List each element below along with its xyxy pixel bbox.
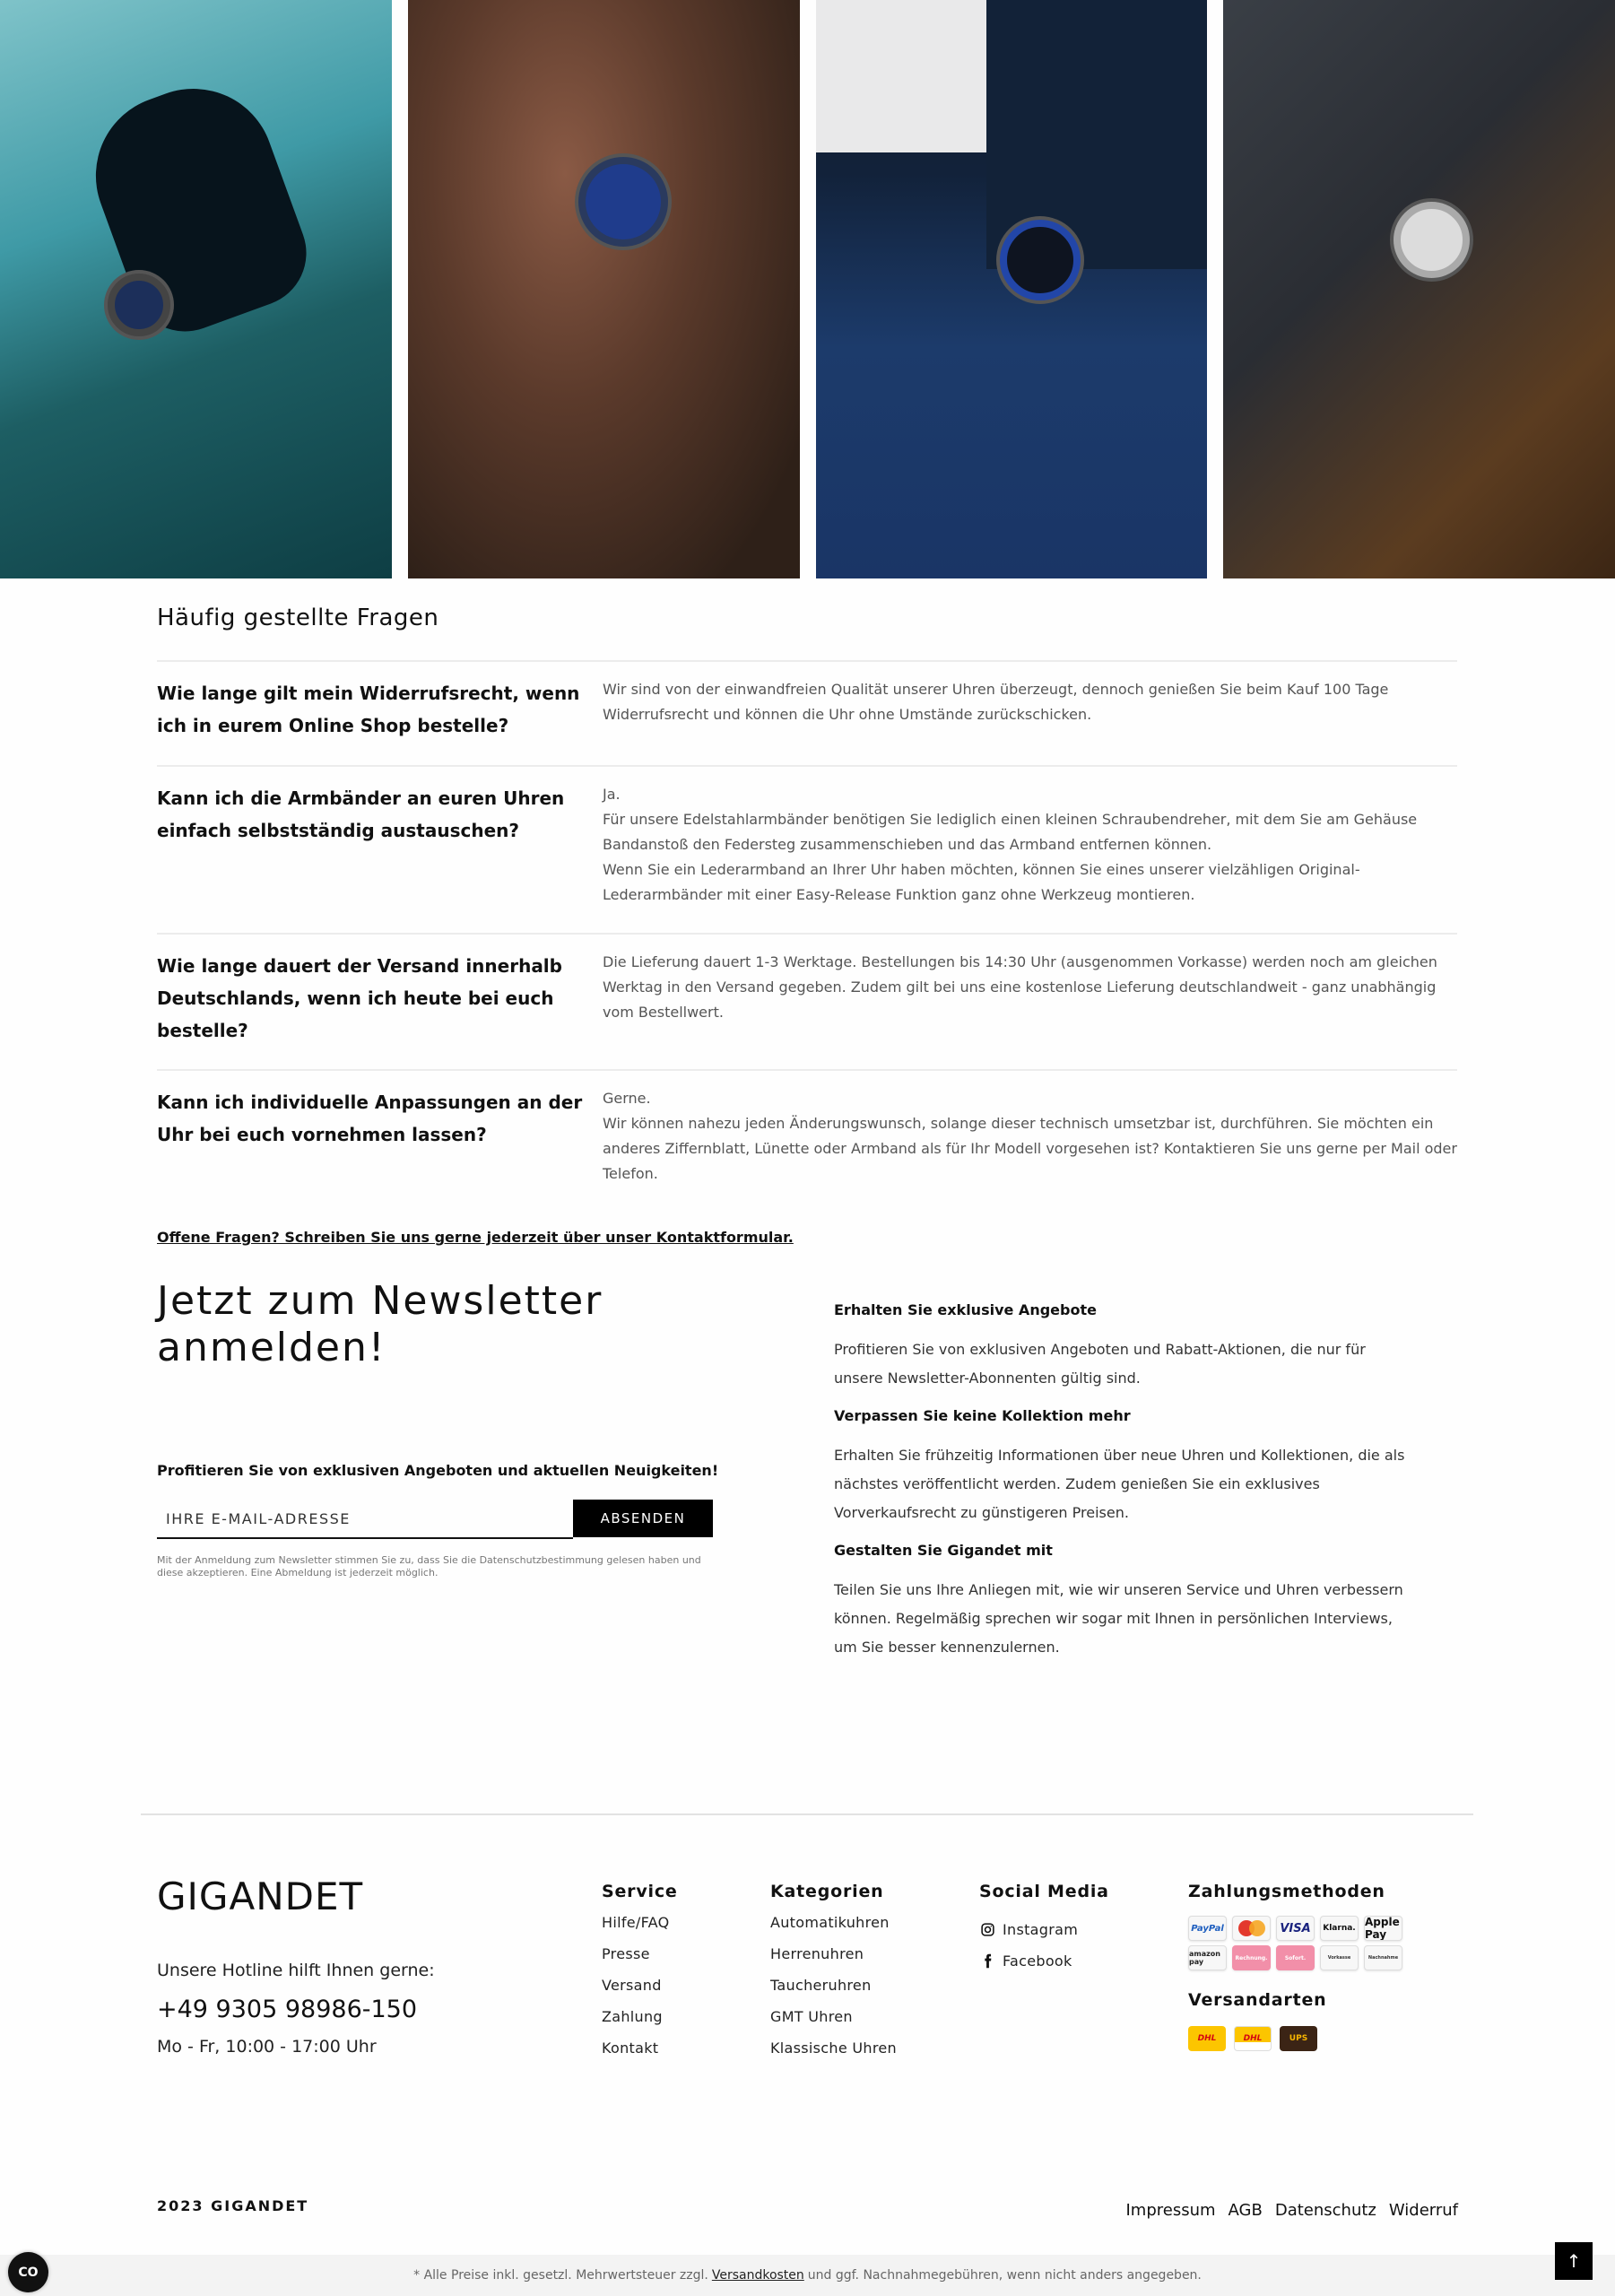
legal-links bbox=[1125, 2201, 1458, 2220]
newsletter-legal-text: Mit der Anmeldung zum Newsletter stimmen Sie zu, dass Sie die Datenschutzbestimmung gelesen haben und diese akzeptieren. Eine Abmeldung ist jederzeit möglich. bbox=[157, 1554, 701, 1578]
cookie-settings-button[interactable] bbox=[8, 2252, 48, 2292]
submit-button[interactable]: ABSENDEN bbox=[573, 1500, 713, 1537]
faq-answer-text: Ja. bbox=[603, 786, 621, 803]
newsletter-form bbox=[157, 1500, 713, 1539]
newsletter-title: Jetzt zum Newsletter anmelden! bbox=[157, 1278, 603, 1370]
price-note-bar bbox=[0, 2255, 1615, 2296]
faq-answer-text: Wir können nahezu jeden Änderungswunsch, solange dieser technisch umsetzbar ist, durchführen. Sie möchten ein anderes Ziffernblatt, Lünette oder Armband als für Ihr Modell vorgesehen ist? Kontaktieren Sie uns gerne per Mail oder Telefon. bbox=[603, 1115, 1457, 1182]
benefit-heading: Verpassen Sie keine Kollektion mehr bbox=[834, 1407, 1131, 1424]
hotline-label: Unsere Hotline hilft Ihnen gerne: bbox=[157, 1961, 435, 1980]
hero-image-silver-dial-watch bbox=[1223, 0, 1615, 578]
visa-icon: VISA bbox=[1276, 1916, 1315, 1941]
payment-methods bbox=[1188, 1916, 1402, 1970]
hero-image-gmt-watch bbox=[816, 0, 1208, 578]
arrow-up-icon: ↑ bbox=[1566, 2250, 1582, 2272]
faq-answer-text: Für unsere Edelstahlarmbänder benötigen Sie lediglich einen kleinen Schraubendreher, mit dem Sie am Gehäuse Bandanstoß den Federsteg zusammenschieben und das Armband entfernen können. bbox=[603, 811, 1418, 853]
watch-shape bbox=[108, 274, 170, 336]
footer-heading: Kategorien bbox=[770, 1882, 884, 1901]
faq-section bbox=[157, 592, 1457, 1187]
email-input[interactable] bbox=[157, 1500, 573, 1539]
footer-heading: Social Media bbox=[979, 1882, 1109, 1901]
faq-answer-text: Wenn Sie ein Lederarmband an Ihrer Uhr haben möchten, können Sie eines unserer vielzähligen Original-Lederarmbänder mit einer Easy-Release Funktion ganz ohne Werkzeug montieren. bbox=[603, 861, 1360, 903]
footer-link-contact[interactable]: Kontakt bbox=[602, 2039, 659, 2057]
footer-heading: Zahlungsmethoden bbox=[1188, 1882, 1385, 1901]
benefit-heading: Erhalten Sie exklusive Angebote bbox=[834, 1301, 1097, 1318]
faq-answer-text: Die Lieferung dauert 1-3 Werktage. Bestellungen bis 14:30 Uhr (ausgenommen Vorkasse) werden noch am gleichen Werktag in den Versand gegeben. Zudem gilt bei uns eine kostenlose Lieferung deutschlandweit - ganz unabhängig vom Bestellwert. bbox=[603, 953, 1437, 1021]
benefit-text: Teilen Sie uns Ihre Anliegen mit, wie wir unseren Service und Uhren verbessern können. Regelmäßig sprechen wir sogar mit Ihnen in persönlichen Interviews, um Sie besser kennenzulernen. bbox=[834, 1581, 1403, 1656]
faq-item bbox=[157, 767, 1457, 935]
hero-image-blue-dial-watch bbox=[408, 0, 800, 578]
footer-link-press[interactable]: Presse bbox=[602, 1945, 650, 1962]
hotline-hours: Mo - Fr, 10:00 - 17:00 Uhr bbox=[157, 2037, 377, 2057]
footer-link-gmt-watches[interactable]: GMT Uhren bbox=[770, 2008, 853, 2025]
newsletter-subtitle: Profitieren Sie von exklusiven Angeboten und aktuellen Neuigkeiten! bbox=[157, 1462, 719, 1479]
faq-answer bbox=[603, 950, 1457, 1069]
watch-shape bbox=[1000, 220, 1081, 300]
paypal-icon: PayPal bbox=[1188, 1916, 1227, 1941]
price-note-text: und ggf. Nachnahmegebühren, wenn nicht anders angegeben. bbox=[807, 2268, 1202, 2283]
social-link-label: Facebook bbox=[1003, 1952, 1072, 1970]
benefit-text: Erhalten Sie frühzeitig Informationen über neue Uhren und Kollektionen, die als nächstes veröffentlicht werden. Zudem genießen Sie ein exklusives Vorverkaufsrecht zu günstigeren Preisen. bbox=[834, 1447, 1405, 1521]
hero-image-diver-watch bbox=[0, 0, 392, 578]
faq-item bbox=[157, 662, 1457, 767]
benefit-heading: Gestalten Sie Gigandet mit bbox=[834, 1542, 1053, 1559]
sofort-icon: Sofort. bbox=[1276, 1945, 1315, 1970]
footer-divider bbox=[141, 1813, 1473, 1815]
legal-link-impressum[interactable]: Impressum bbox=[1125, 2201, 1216, 2220]
apple-pay-icon: Apple Pay bbox=[1364, 1916, 1402, 1941]
footer-link-shipping[interactable]: Versand bbox=[602, 1977, 662, 1994]
contact-form-link[interactable]: Offene Fragen? Schreiben Sie uns gerne jederzeit über unser Kontaktformular. bbox=[157, 1229, 794, 1246]
footer-social-column bbox=[979, 1882, 1109, 1977]
faq-title: Häufig gestellte Fragen bbox=[157, 604, 439, 631]
faq-answer-text: Gerne. bbox=[603, 1090, 651, 1107]
shipping-methods bbox=[1188, 2026, 1402, 2051]
faq-item bbox=[157, 1071, 1457, 1187]
facebook-icon bbox=[979, 1953, 995, 1970]
invoice-icon: Rechnung. bbox=[1232, 1945, 1271, 1970]
faq-answer bbox=[603, 677, 1457, 765]
ups-icon: UPS bbox=[1280, 2026, 1317, 2051]
shipping-costs-link[interactable]: Versandkosten bbox=[711, 2268, 804, 2283]
footer-heading: Versandarten bbox=[1188, 1990, 1327, 2010]
faq-answer-text: Wir sind von der einwandfreien Qualität unserer Uhren überzeugt, dennoch genießen Sie beim Kauf 100 Tage Widerrufsrecht und können die Uhr ohne Umstände zurückschicken. bbox=[603, 681, 1389, 723]
legal-link-privacy[interactable]: Datenschutz bbox=[1274, 2201, 1376, 2220]
hero-gallery bbox=[0, 0, 1615, 578]
scroll-to-top-button[interactable] bbox=[1555, 2242, 1593, 2280]
faq-question: Wie lange gilt mein Widerrufsrecht, wenn ich in eurem Online Shop bestelle? bbox=[157, 683, 580, 736]
prepayment-icon: Vorkasse bbox=[1320, 1945, 1359, 1970]
watch-shape bbox=[1394, 202, 1470, 278]
legal-link-withdrawal[interactable]: Widerruf bbox=[1388, 2201, 1458, 2220]
legal-link-agb[interactable]: AGB bbox=[1228, 2201, 1263, 2220]
brand-logo[interactable]: GIGANDET bbox=[157, 1874, 364, 1918]
faq-item bbox=[157, 935, 1457, 1071]
social-link-label: Instagram bbox=[1003, 1920, 1079, 1938]
watch-shape bbox=[578, 157, 668, 247]
footer-link-diver-watches[interactable]: Taucheruhren bbox=[770, 1977, 872, 1994]
faq-question: Wie lange dauert der Versand innerhalb Deutschlands, wenn ich heute bei euch bestelle? bbox=[157, 955, 562, 1041]
dhl-express-icon: DHL bbox=[1234, 2026, 1272, 2051]
footer-payment-column bbox=[1188, 1882, 1402, 2051]
mastercard-icon bbox=[1232, 1916, 1271, 1941]
footer-link-facebook[interactable] bbox=[979, 1945, 1109, 1977]
newsletter-benefits bbox=[834, 1296, 1408, 1671]
footer-link-mens-watches[interactable]: Herrenuhren bbox=[770, 1945, 864, 1962]
amazon-pay-icon: amazon pay bbox=[1188, 1945, 1227, 1970]
footer-link-instagram[interactable] bbox=[979, 1914, 1109, 1945]
footer-heading: Service bbox=[602, 1882, 678, 1901]
cookie-icon: CO bbox=[18, 2265, 39, 2280]
footer-link-automatic-watches[interactable]: Automatikuhren bbox=[770, 1914, 890, 1931]
faq-answer bbox=[603, 1086, 1457, 1187]
copyright: 2023 GIGANDET bbox=[157, 2197, 309, 2214]
price-note-text: * Alle Preise inkl. gesetzl. Mehrwertsteuer zzgl. bbox=[413, 2268, 708, 2283]
cash-on-delivery-icon: Nachnahme bbox=[1364, 1945, 1402, 1970]
instagram-icon bbox=[979, 1922, 995, 1938]
footer-link-classic-watches[interactable]: Klassische Uhren bbox=[770, 2039, 897, 2057]
faq-answer bbox=[603, 782, 1457, 933]
footer-link-payment[interactable]: Zahlung bbox=[602, 2008, 663, 2025]
faq-question: Kann ich die Armbänder an euren Uhren einfach selbstständig austauschen? bbox=[157, 787, 565, 841]
footer-categories-column bbox=[770, 1882, 897, 2071]
footer-link-help-faq[interactable]: Hilfe/FAQ bbox=[602, 1914, 670, 1931]
faq-question: Kann ich individuelle Anpassungen an der Uhr bei euch vornehmen lassen? bbox=[157, 1091, 583, 1145]
hotline-phone[interactable]: +49 9305 98986-150 bbox=[157, 1996, 418, 2023]
footer-service-column bbox=[602, 1882, 678, 2071]
dhl-icon: DHL bbox=[1188, 2026, 1226, 2051]
benefit-text: Profitieren Sie von exklusiven Angeboten und Rabatt-Aktionen, die nur für unsere Newsletter-Abonnenten gültig sind. bbox=[834, 1341, 1366, 1387]
klarna-icon: Klarna. bbox=[1320, 1916, 1359, 1941]
